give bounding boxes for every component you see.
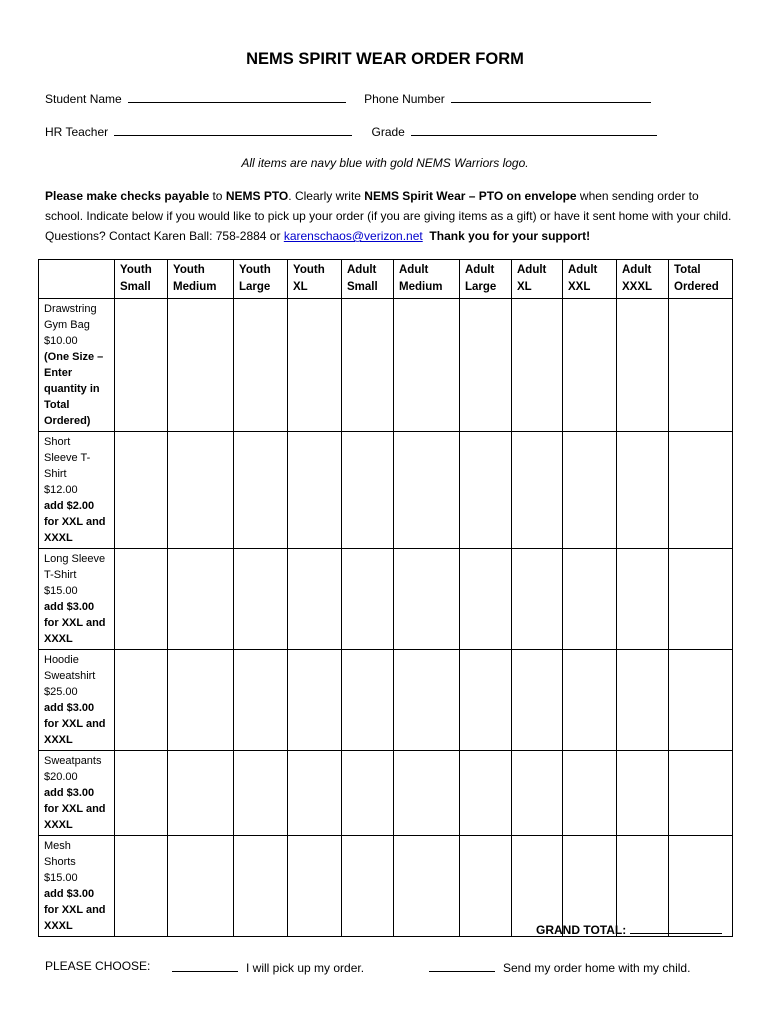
- quantity-cell[interactable]: [512, 432, 563, 549]
- quantity-cell[interactable]: [563, 650, 617, 751]
- contact-email-link[interactable]: karenschaos@verizon.net: [283, 229, 423, 243]
- send-home-option: [429, 959, 690, 975]
- item-price-note-line: for XXL and: [44, 516, 106, 528]
- header-cell: Youth Small: [115, 260, 168, 299]
- quantity-cell[interactable]: [512, 549, 563, 650]
- item-description-cell: [39, 432, 115, 549]
- quantity-cell[interactable]: [115, 299, 168, 432]
- quantity-cell[interactable]: [563, 299, 617, 432]
- quantity-cell[interactable]: [460, 751, 512, 836]
- quantity-cell[interactable]: [512, 299, 563, 432]
- quantity-cell[interactable]: [617, 650, 669, 751]
- item-price-note-line: XXXL: [44, 819, 73, 831]
- instr-text-1: to: [209, 189, 226, 203]
- item-price-note-line: XXXL: [44, 532, 73, 544]
- quantity-cell[interactable]: [168, 650, 234, 751]
- quantity-cell[interactable]: [394, 650, 460, 751]
- instr-nems-pto: NEMS PTO: [225, 189, 289, 203]
- header-cell: Youth Medium: [168, 260, 234, 299]
- quantity-cell[interactable]: [288, 432, 342, 549]
- header-cell: [39, 260, 115, 299]
- quantity-cell[interactable]: [669, 432, 733, 549]
- quantity-cell[interactable]: [168, 751, 234, 836]
- item-price-note-line: XXXL: [44, 734, 73, 746]
- table-row: [39, 650, 733, 751]
- quantity-cell[interactable]: [512, 650, 563, 751]
- item-description-cell: [39, 549, 115, 650]
- item-price-note-line: XXXL: [44, 633, 73, 645]
- instr-text-3: when sending order to school. Indicate below if you would like to pick up your order (if you are giving items as a gift) or have it sent home with your child. Questions? Contact Karen Ball: 758-2884 or: [45, 189, 732, 243]
- item-description-cell: [39, 751, 115, 836]
- quantity-cell[interactable]: [115, 432, 168, 549]
- quantity-cell[interactable]: [617, 432, 669, 549]
- quantity-cell[interactable]: [342, 299, 394, 432]
- item-description-cell: [39, 836, 115, 937]
- item-name-line: Sweatshirt: [44, 670, 96, 682]
- item-name-line: Hoodie: [44, 654, 79, 666]
- item-name-line: $15.00: [44, 872, 78, 884]
- table-header-row: [39, 260, 733, 299]
- table-row: [39, 299, 733, 432]
- quantity-cell[interactable]: [168, 836, 234, 937]
- quantity-cell[interactable]: [168, 549, 234, 650]
- quantity-cell[interactable]: [669, 299, 733, 432]
- send-home-blank[interactable]: [429, 959, 495, 972]
- item-price-note-line: quantity in: [44, 383, 100, 395]
- grand-total-label: GRAND TOTAL:: [536, 923, 627, 937]
- item-price-note-line: for XXL and: [44, 617, 106, 629]
- pickup-label: I will pick up my order.: [246, 961, 365, 975]
- header-cell: Adult XXL: [563, 260, 617, 299]
- quantity-cell[interactable]: [342, 650, 394, 751]
- quantity-cell[interactable]: [394, 299, 460, 432]
- quantity-cell[interactable]: [617, 549, 669, 650]
- item-price-note-line: Total: [44, 399, 70, 411]
- quantity-cell[interactable]: [617, 751, 669, 836]
- item-name-line: Drawstring: [44, 303, 97, 315]
- teacher-info-row: [45, 123, 657, 139]
- phone-number-field[interactable]: [451, 90, 651, 103]
- header-cell: Adult XL: [512, 260, 563, 299]
- item-name-line: T-Shirt: [44, 569, 77, 581]
- quantity-cell[interactable]: [617, 299, 669, 432]
- item-price-note-line: for XXL and: [44, 718, 106, 730]
- quantity-cell[interactable]: [512, 751, 563, 836]
- item-price-note-line: for XXL and: [44, 904, 106, 916]
- send-home-label: Send my order home with my child.: [503, 961, 691, 975]
- item-name-line: Short: [44, 436, 71, 448]
- instr-text-2: . Clearly write: [288, 189, 365, 203]
- student-info-row: [45, 90, 651, 106]
- quantity-cell[interactable]: [460, 836, 512, 937]
- quantity-cell[interactable]: [288, 836, 342, 937]
- quantity-cell[interactable]: [234, 650, 288, 751]
- quantity-cell[interactable]: [342, 836, 394, 937]
- thank-you-text: Thank you for your support!: [429, 229, 591, 243]
- order-table: [38, 259, 733, 937]
- quantity-cell[interactable]: [288, 549, 342, 650]
- header-cell: Adult Medium: [394, 260, 460, 299]
- form-title: NEMS SPIRIT WEAR ORDER FORM: [246, 50, 524, 68]
- quantity-cell[interactable]: [669, 549, 733, 650]
- hr-teacher-label: HR Teacher: [45, 125, 109, 139]
- quantity-cell[interactable]: [234, 299, 288, 432]
- quantity-cell[interactable]: [460, 650, 512, 751]
- please-choose-label: PLEASE CHOOSE:: [45, 959, 151, 973]
- item-name-line: $12.00: [44, 484, 78, 496]
- quantity-cell[interactable]: [342, 751, 394, 836]
- navy-gold-note: All items are navy blue with gold NEMS Warriors logo.: [241, 156, 529, 170]
- item-description-cell: [39, 650, 115, 751]
- instr-envelope: NEMS Spirit Wear – PTO on envelope: [364, 189, 577, 203]
- phone-number-label: Phone Number: [364, 92, 445, 106]
- student-name-label: Student Name: [45, 92, 122, 106]
- quantity-cell[interactable]: [460, 549, 512, 650]
- quantity-cell[interactable]: [563, 549, 617, 650]
- header-cell: Adult XXXL: [617, 260, 669, 299]
- quantity-cell[interactable]: [394, 836, 460, 937]
- item-name-line: Sweatpants: [44, 755, 102, 767]
- quantity-cell[interactable]: [234, 751, 288, 836]
- quantity-cell[interactable]: [115, 836, 168, 937]
- item-name-line: Shirt: [44, 468, 67, 480]
- header-cell: Youth XL: [288, 260, 342, 299]
- item-price-note-line: add $3.00: [44, 888, 95, 900]
- header-cell: Total Ordered: [669, 260, 733, 299]
- table-row: [39, 432, 733, 549]
- item-price-note-line: (One Size –: [44, 351, 104, 363]
- table-row: [39, 549, 733, 650]
- item-name-line: Gym Bag: [44, 319, 90, 331]
- item-price-note-line: add $2.00: [44, 500, 95, 512]
- item-name-line: $25.00: [44, 686, 78, 698]
- quantity-cell[interactable]: [288, 751, 342, 836]
- item-name-line: $15.00: [44, 585, 78, 597]
- quantity-cell[interactable]: [288, 650, 342, 751]
- header-cell: Adult Large: [460, 260, 512, 299]
- quantity-cell[interactable]: [563, 751, 617, 836]
- quantity-cell[interactable]: [460, 299, 512, 432]
- item-price-note-line: add $3.00: [44, 787, 95, 799]
- grand-total-field[interactable]: [630, 921, 722, 934]
- item-price-note-line: add $3.00: [44, 702, 95, 714]
- item-name-line: $10.00: [44, 335, 78, 347]
- quantity-cell[interactable]: [234, 549, 288, 650]
- payment-instructions: [45, 186, 735, 246]
- item-description-cell: [39, 299, 115, 432]
- quantity-cell[interactable]: [115, 650, 168, 751]
- quantity-cell[interactable]: [394, 751, 460, 836]
- student-name-field[interactable]: [128, 90, 346, 103]
- table-row: [39, 751, 733, 836]
- pickup-option: [172, 959, 364, 975]
- hr-teacher-field[interactable]: [114, 123, 352, 136]
- quantity-cell[interactable]: [288, 299, 342, 432]
- item-price-note-line: add $3.00: [44, 601, 95, 613]
- quantity-cell[interactable]: [394, 432, 460, 549]
- quantity-cell[interactable]: [115, 549, 168, 650]
- quantity-cell[interactable]: [115, 751, 168, 836]
- grade-label: Grade: [371, 125, 405, 139]
- pickup-blank[interactable]: [172, 959, 238, 972]
- quantity-cell[interactable]: [669, 751, 733, 836]
- instr-checks-payable: Please make checks payable: [45, 189, 210, 203]
- item-price-note-line: XXXL: [44, 920, 73, 932]
- grade-field[interactable]: [411, 123, 657, 136]
- quantity-cell[interactable]: [342, 549, 394, 650]
- item-name-line: $20.00: [44, 771, 78, 783]
- item-price-note-line: Ordered): [44, 415, 91, 427]
- item-name-line: Mesh: [44, 840, 71, 852]
- header-cell: Adult Small: [342, 260, 394, 299]
- quantity-cell[interactable]: [460, 432, 512, 549]
- grand-total: [536, 921, 722, 937]
- quantity-cell[interactable]: [394, 549, 460, 650]
- header-cell: Youth Large: [234, 260, 288, 299]
- quantity-cell[interactable]: [342, 432, 394, 549]
- item-name-line: Shorts: [44, 856, 76, 868]
- quantity-cell[interactable]: [168, 432, 234, 549]
- quantity-cell[interactable]: [669, 650, 733, 751]
- quantity-cell[interactable]: [234, 432, 288, 549]
- item-price-note-line: for XXL and: [44, 803, 106, 815]
- item-name-line: Long Sleeve: [44, 553, 106, 565]
- item-price-note-line: Enter: [44, 367, 73, 379]
- item-name-line: Sleeve T-: [44, 452, 91, 464]
- quantity-cell[interactable]: [234, 836, 288, 937]
- quantity-cell[interactable]: [563, 432, 617, 549]
- quantity-cell[interactable]: [168, 299, 234, 432]
